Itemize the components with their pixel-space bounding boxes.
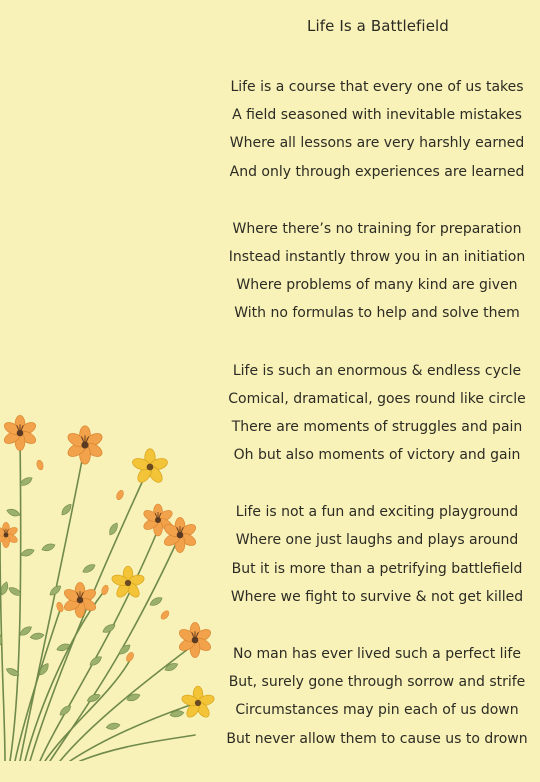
poem-line: But it is more than a petrifying battlefield <box>231 560 523 577</box>
poem-line: A field seasoned with inevitable mistakes <box>232 107 522 124</box>
poem-line: But never allow them to cause us to drown <box>226 730 528 747</box>
poem-line: Where we fight to survive & not get killed <box>230 588 524 605</box>
poem-line: Where problems of many kind are given <box>236 277 518 294</box>
poem-line: Life is a course that every one of us takes <box>230 79 524 95</box>
stanza-5 <box>214 640 540 753</box>
wildflower-illustration-icon <box>0 395 230 761</box>
poem-line: Life is not a fun and exciting playground <box>235 504 519 521</box>
poem-line: But, surely gone through sorrow and strife <box>228 674 526 691</box>
poem-line: Where all lessons are very harshly earned <box>229 135 525 152</box>
stanza-3 <box>214 357 540 470</box>
poem-line: And only through experiences are learned <box>229 163 525 180</box>
poem-line: Instead instantly throw you in an initiation <box>228 248 526 265</box>
poem-body <box>214 73 540 782</box>
poem-line: There are moments of struggles and pain <box>231 418 523 435</box>
poem-line: Where there’s no training for preparation <box>232 220 522 237</box>
poem-line: Circumstances may pin each of us down <box>235 702 519 719</box>
poem-line: Where one just laughs and plays around <box>235 532 519 549</box>
stanza-4 <box>214 498 540 611</box>
stanza-1 <box>214 73 540 186</box>
poem-line: Oh but also moments of victory and gain <box>233 447 521 464</box>
poem-line: Life is such an enormous & endless cycle <box>232 362 522 379</box>
poem-title: Life Is a Battlefield <box>307 17 449 35</box>
stanza-2 <box>214 215 540 328</box>
poem-line: With no formulas to help and solve them <box>234 305 520 322</box>
poem-line: No man has ever lived such a perfect life <box>233 646 521 662</box>
poem-line: Comical, dramatical, goes round like circle <box>228 390 526 407</box>
